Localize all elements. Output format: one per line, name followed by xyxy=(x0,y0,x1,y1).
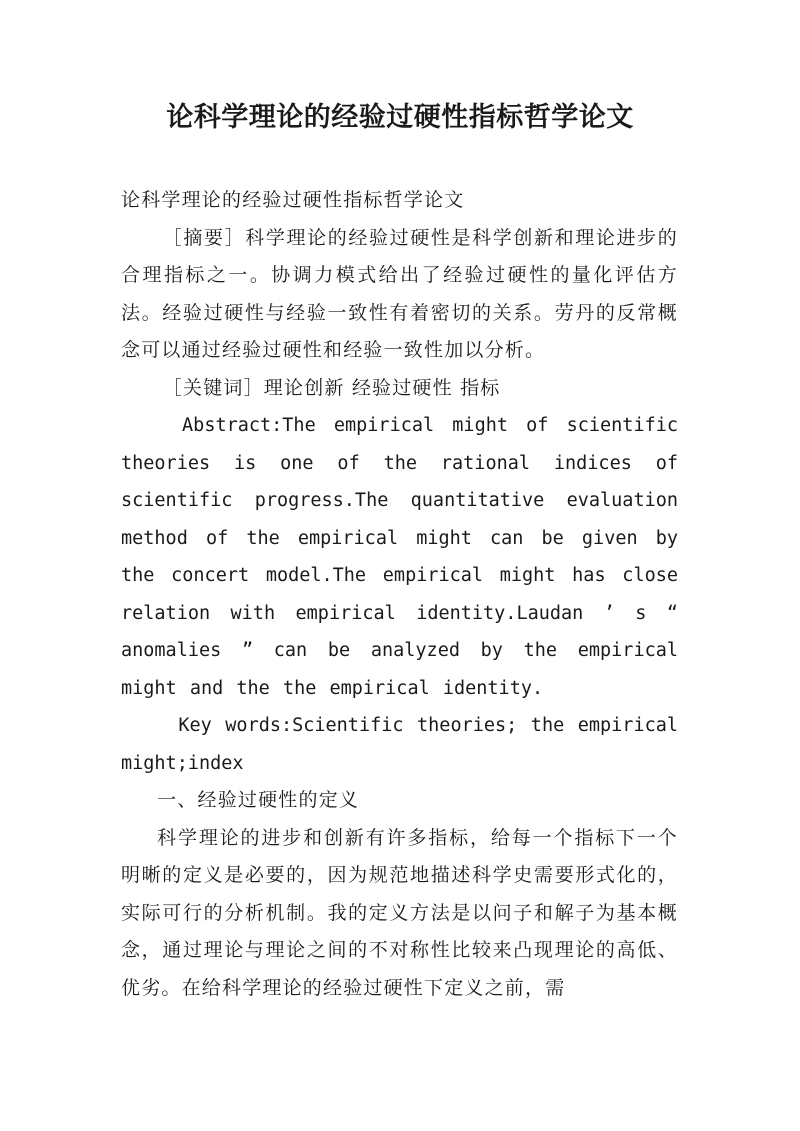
keywords-en: Key words:Scientific theories; the empirical might;index xyxy=(121,715,678,774)
document-subtitle: 论科学理论的经验过硬性指标哲学论文 xyxy=(121,189,465,211)
document-body xyxy=(121,182,678,1007)
keywords-cn: ［关键词］理论创新 经验过硬性 指标 xyxy=(162,376,501,399)
abstract-en: Abstract:The empirical might of scientific theories is one of the rational indices of scientific progress.The quantitative evaluation method of the empirical might can be given by the concert model.The empirical might has close relation with empirical identity.Laudan ’ s “ anomalies ” can be analyzed by the empirical might and the the empirical identity. xyxy=(121,415,678,699)
abstract-cn: ［摘要］科学理论的经验过硬性是科学创新和理论进步的合理指标之一。协调力模式给出了经验过硬性的量化评估方法。经验过硬性与经验一致性有着密切的关系。劳丹的反常概念可以通过经验过硬性和经验一致性加以分析。 xyxy=(121,226,678,361)
section-1-paragraph: 科学理论的进步和创新有许多指标，给每一个指标下一个明晰的定义是必要的，因为规范地描述科学史需要形式化的，实际可行的分析机制。我的定义方法是以问子和解子为基本概念，通过理论与理论之间的不对称性比较来凸现理论的高低、优劣。在给科学理论的经验过硬性下定义之前，需 xyxy=(121,826,678,999)
document-title: 论科学理论的经验过硬性指标哲学论文 xyxy=(166,102,634,133)
section-1-heading: 一、经验过硬性的定义 xyxy=(157,789,360,811)
